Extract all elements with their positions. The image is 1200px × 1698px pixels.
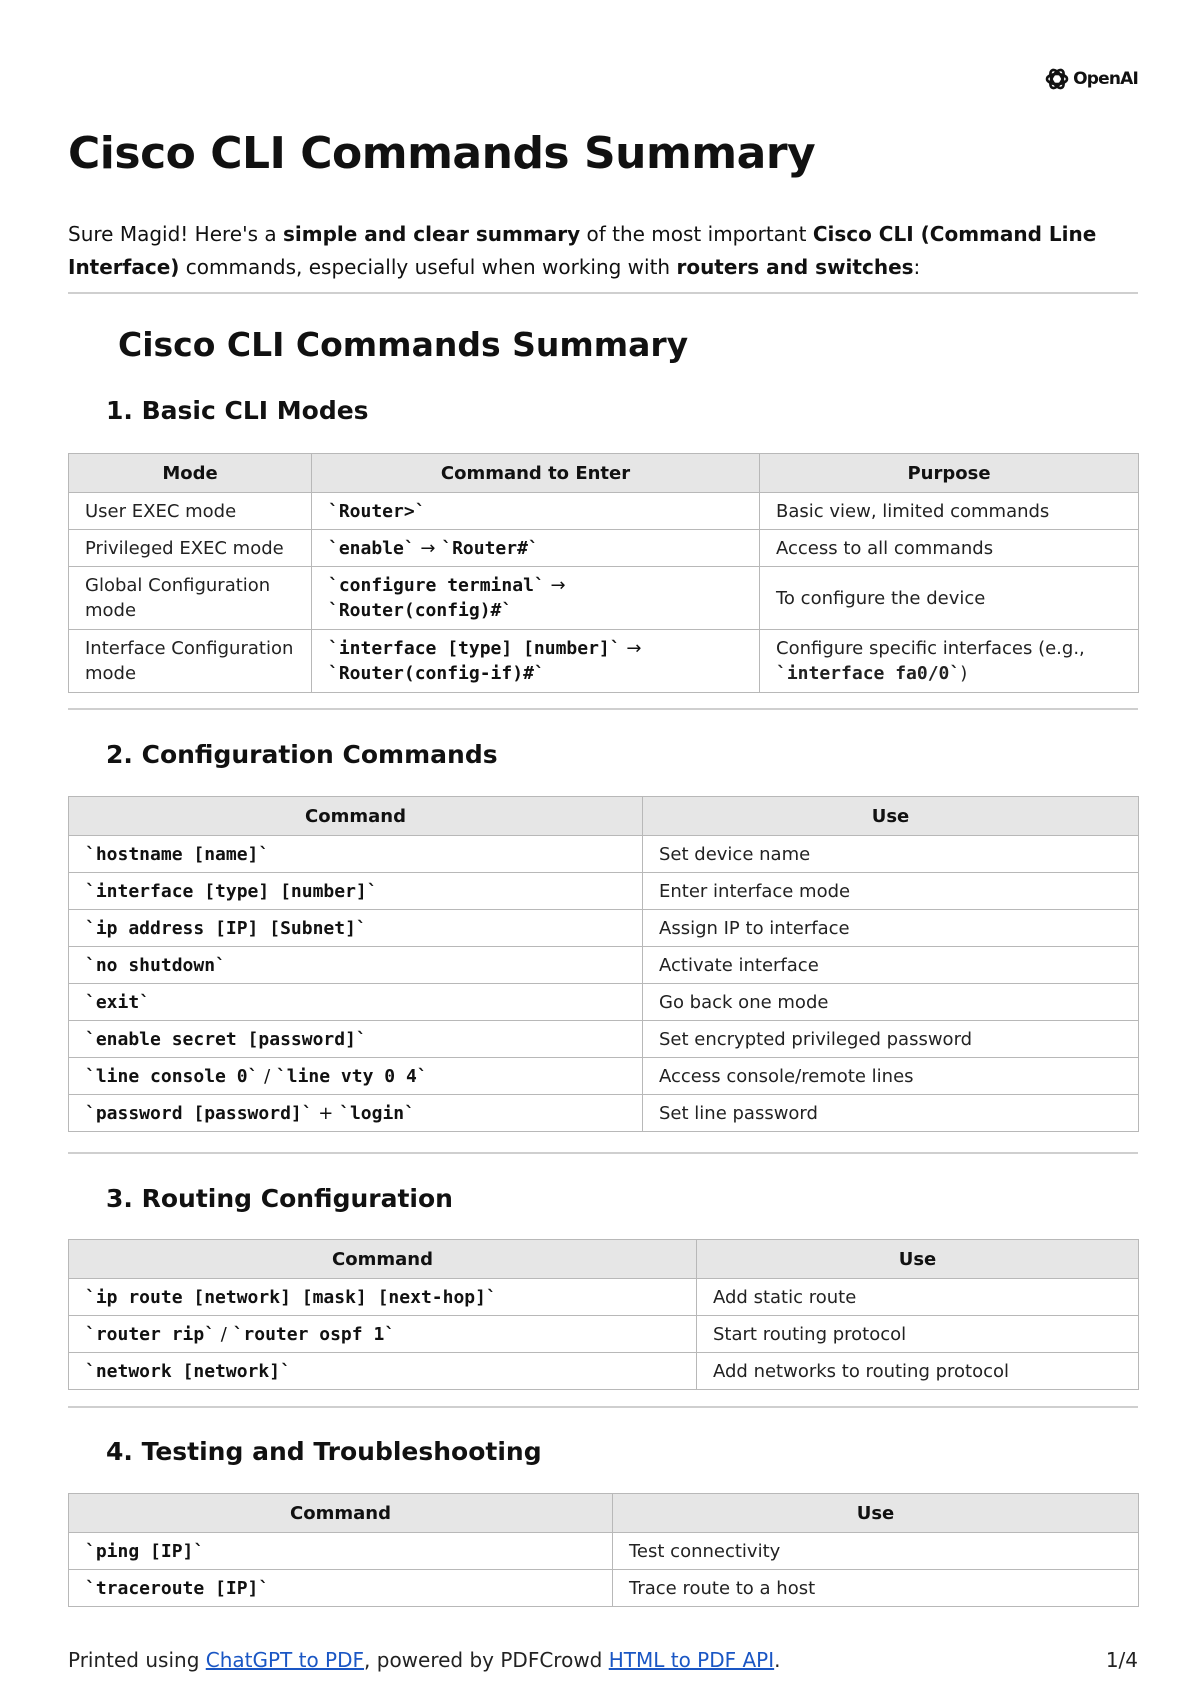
arrow-separator: → bbox=[620, 638, 642, 659]
table-row bbox=[69, 947, 1139, 984]
command-cell: `interface [type] [number]` bbox=[69, 873, 643, 910]
column-header: Command bbox=[69, 797, 643, 836]
table-row bbox=[69, 1533, 1139, 1570]
use-cell: Test connectivity bbox=[613, 1533, 1139, 1570]
mode-cell: Interface Configuration mode bbox=[69, 630, 312, 693]
purpose-cell bbox=[760, 630, 1139, 693]
code-text: `interface [type] [number]` bbox=[328, 638, 621, 659]
intro-text: commands, especially useful when working with bbox=[179, 255, 677, 279]
column-header: Use bbox=[697, 1240, 1139, 1279]
intro-text: of the most important bbox=[580, 222, 813, 246]
command-cell bbox=[69, 1316, 697, 1353]
divider bbox=[68, 708, 1138, 710]
purpose-cell: Access to all commands bbox=[760, 530, 1139, 567]
use-cell: Add networks to routing protocol bbox=[697, 1353, 1139, 1390]
footer-text: , powered by PDFCrowd bbox=[364, 1648, 609, 1672]
separator: + bbox=[312, 1102, 340, 1124]
purpose-cell: To configure the device bbox=[760, 567, 1139, 630]
command-cell: `hostname [name]` bbox=[69, 836, 643, 873]
command-cell: `network [network]` bbox=[69, 1353, 697, 1390]
use-cell: Add static route bbox=[697, 1279, 1139, 1316]
table-row bbox=[69, 984, 1139, 1021]
code-text: `Router#` bbox=[441, 537, 539, 559]
table-row bbox=[69, 630, 1139, 693]
intro-text: : bbox=[913, 255, 921, 279]
section-title: Cisco CLI Commands Summary bbox=[118, 325, 689, 364]
routing-table bbox=[68, 1239, 1139, 1390]
command-cell bbox=[312, 530, 760, 567]
footer-credit bbox=[68, 1648, 781, 1672]
use-cell: Access console/remote lines bbox=[643, 1058, 1139, 1095]
openai-icon bbox=[1044, 66, 1070, 92]
use-cell: Set encrypted privileged password bbox=[643, 1021, 1139, 1058]
column-header: Command bbox=[69, 1240, 697, 1279]
command-cell bbox=[312, 493, 760, 530]
table-row bbox=[69, 530, 1139, 567]
command-cell: `enable secret [password]` bbox=[69, 1021, 643, 1058]
footer-text: Printed using bbox=[68, 1648, 206, 1672]
table-header-row bbox=[69, 797, 1139, 836]
code-text: `configure terminal` bbox=[328, 575, 545, 596]
code-text: `Router>` bbox=[328, 500, 426, 522]
use-cell: Go back one mode bbox=[643, 984, 1139, 1021]
command-cell: `exit` bbox=[69, 984, 643, 1021]
intro-paragraph bbox=[68, 218, 1138, 284]
purpose-text: ) bbox=[960, 663, 968, 684]
use-cell: Trace route to a host bbox=[613, 1570, 1139, 1607]
command-cell: `ping [IP]` bbox=[69, 1533, 613, 1570]
intro-bold: simple and clear summary bbox=[282, 222, 581, 246]
heading-basic-cli-modes: 1. Basic CLI Modes bbox=[106, 396, 369, 425]
testing-table bbox=[68, 1493, 1139, 1607]
divider bbox=[68, 1152, 1138, 1154]
command-cell: `no shutdown` bbox=[69, 947, 643, 984]
modes-table bbox=[68, 453, 1139, 693]
command-cell bbox=[312, 630, 760, 693]
html-to-pdf-api-link[interactable]: HTML to PDF API bbox=[608, 1648, 775, 1672]
page-number: 1/4 bbox=[1105, 1648, 1138, 1672]
mode-cell: User EXEC mode bbox=[69, 493, 312, 530]
use-cell: Enter interface mode bbox=[643, 873, 1139, 910]
use-cell: Set line password bbox=[643, 1095, 1139, 1132]
table-row bbox=[69, 1570, 1139, 1607]
separator: / bbox=[215, 1323, 233, 1345]
column-header: Mode bbox=[69, 454, 312, 493]
divider bbox=[68, 1406, 1138, 1408]
purpose-text: Configure specific interfaces (e.g., bbox=[776, 638, 1085, 659]
intro-bold: routers and switches bbox=[676, 255, 914, 279]
column-header: Use bbox=[613, 1494, 1139, 1533]
column-header: Purpose bbox=[760, 454, 1139, 493]
code-text: `router ospf 1` bbox=[232, 1323, 396, 1345]
table-row bbox=[69, 910, 1139, 947]
config-commands-table bbox=[68, 796, 1139, 1132]
heading-testing-troubleshooting: 4. Testing and Troubleshooting bbox=[106, 1437, 542, 1466]
table-row bbox=[69, 1095, 1139, 1132]
table-header-row bbox=[69, 454, 1139, 493]
purpose-cell: Basic view, limited commands bbox=[760, 493, 1139, 530]
arrow-separator: → bbox=[544, 575, 566, 596]
column-header: Command to Enter bbox=[312, 454, 760, 493]
command-cell: `ip address [IP] [Subnet]` bbox=[69, 910, 643, 947]
command-cell bbox=[312, 567, 760, 630]
openai-logo bbox=[1044, 66, 1138, 92]
use-cell: Start routing protocol bbox=[697, 1316, 1139, 1353]
code-text: `line console 0` bbox=[85, 1065, 259, 1087]
divider bbox=[68, 292, 1138, 294]
use-cell: Activate interface bbox=[643, 947, 1139, 984]
table-header-row bbox=[69, 1240, 1139, 1279]
footer-text: . bbox=[774, 1648, 781, 1672]
table-row bbox=[69, 1353, 1139, 1390]
use-cell: Assign IP to interface bbox=[643, 910, 1139, 947]
mode-cell: Global Configuration mode bbox=[69, 567, 312, 630]
heading-configuration-commands: 2. Configuration Commands bbox=[106, 740, 498, 769]
command-cell bbox=[69, 1095, 643, 1132]
table-row bbox=[69, 1279, 1139, 1316]
intro-text: Sure Magid! Here's a bbox=[68, 222, 283, 246]
arrow-separator: → bbox=[414, 537, 442, 559]
command-cell: `traceroute [IP]` bbox=[69, 1570, 613, 1607]
page-title: Cisco CLI Commands Summary bbox=[68, 128, 816, 179]
logo-text: OpenAI bbox=[1073, 69, 1138, 89]
command-cell: `ip route [network] [mask] [next-hop]` bbox=[69, 1279, 697, 1316]
table-row bbox=[69, 567, 1139, 630]
use-cell: Set device name bbox=[643, 836, 1139, 873]
code-text: `login` bbox=[339, 1102, 415, 1124]
code-text: `router rip` bbox=[85, 1323, 216, 1345]
code-text: `interface fa0/0` bbox=[776, 663, 961, 684]
table-row bbox=[69, 836, 1139, 873]
print-footer bbox=[68, 1648, 1138, 1672]
intro-bold: Cisco CLI (Command Line Interface) bbox=[68, 222, 1097, 279]
column-header: Use bbox=[643, 797, 1139, 836]
separator: / bbox=[258, 1065, 276, 1087]
code-text: `Router(config)#` bbox=[328, 600, 513, 621]
table-row bbox=[69, 873, 1139, 910]
table-row bbox=[69, 1021, 1139, 1058]
command-cell bbox=[69, 1058, 643, 1095]
mode-cell: Privileged EXEC mode bbox=[69, 530, 312, 567]
code-text: `enable` bbox=[328, 537, 415, 559]
code-text: `password [password]` bbox=[85, 1102, 313, 1124]
table-header-row bbox=[69, 1494, 1139, 1533]
code-text: `line vty 0 4` bbox=[275, 1065, 428, 1087]
chatgpt-to-pdf-link[interactable]: ChatGPT to PDF bbox=[205, 1648, 365, 1672]
column-header: Command bbox=[69, 1494, 613, 1533]
code-text: `Router(config-if)#` bbox=[328, 663, 545, 684]
table-row bbox=[69, 1316, 1139, 1353]
table-row bbox=[69, 1058, 1139, 1095]
heading-routing-configuration: 3. Routing Configuration bbox=[106, 1184, 453, 1213]
table-row bbox=[69, 493, 1139, 530]
